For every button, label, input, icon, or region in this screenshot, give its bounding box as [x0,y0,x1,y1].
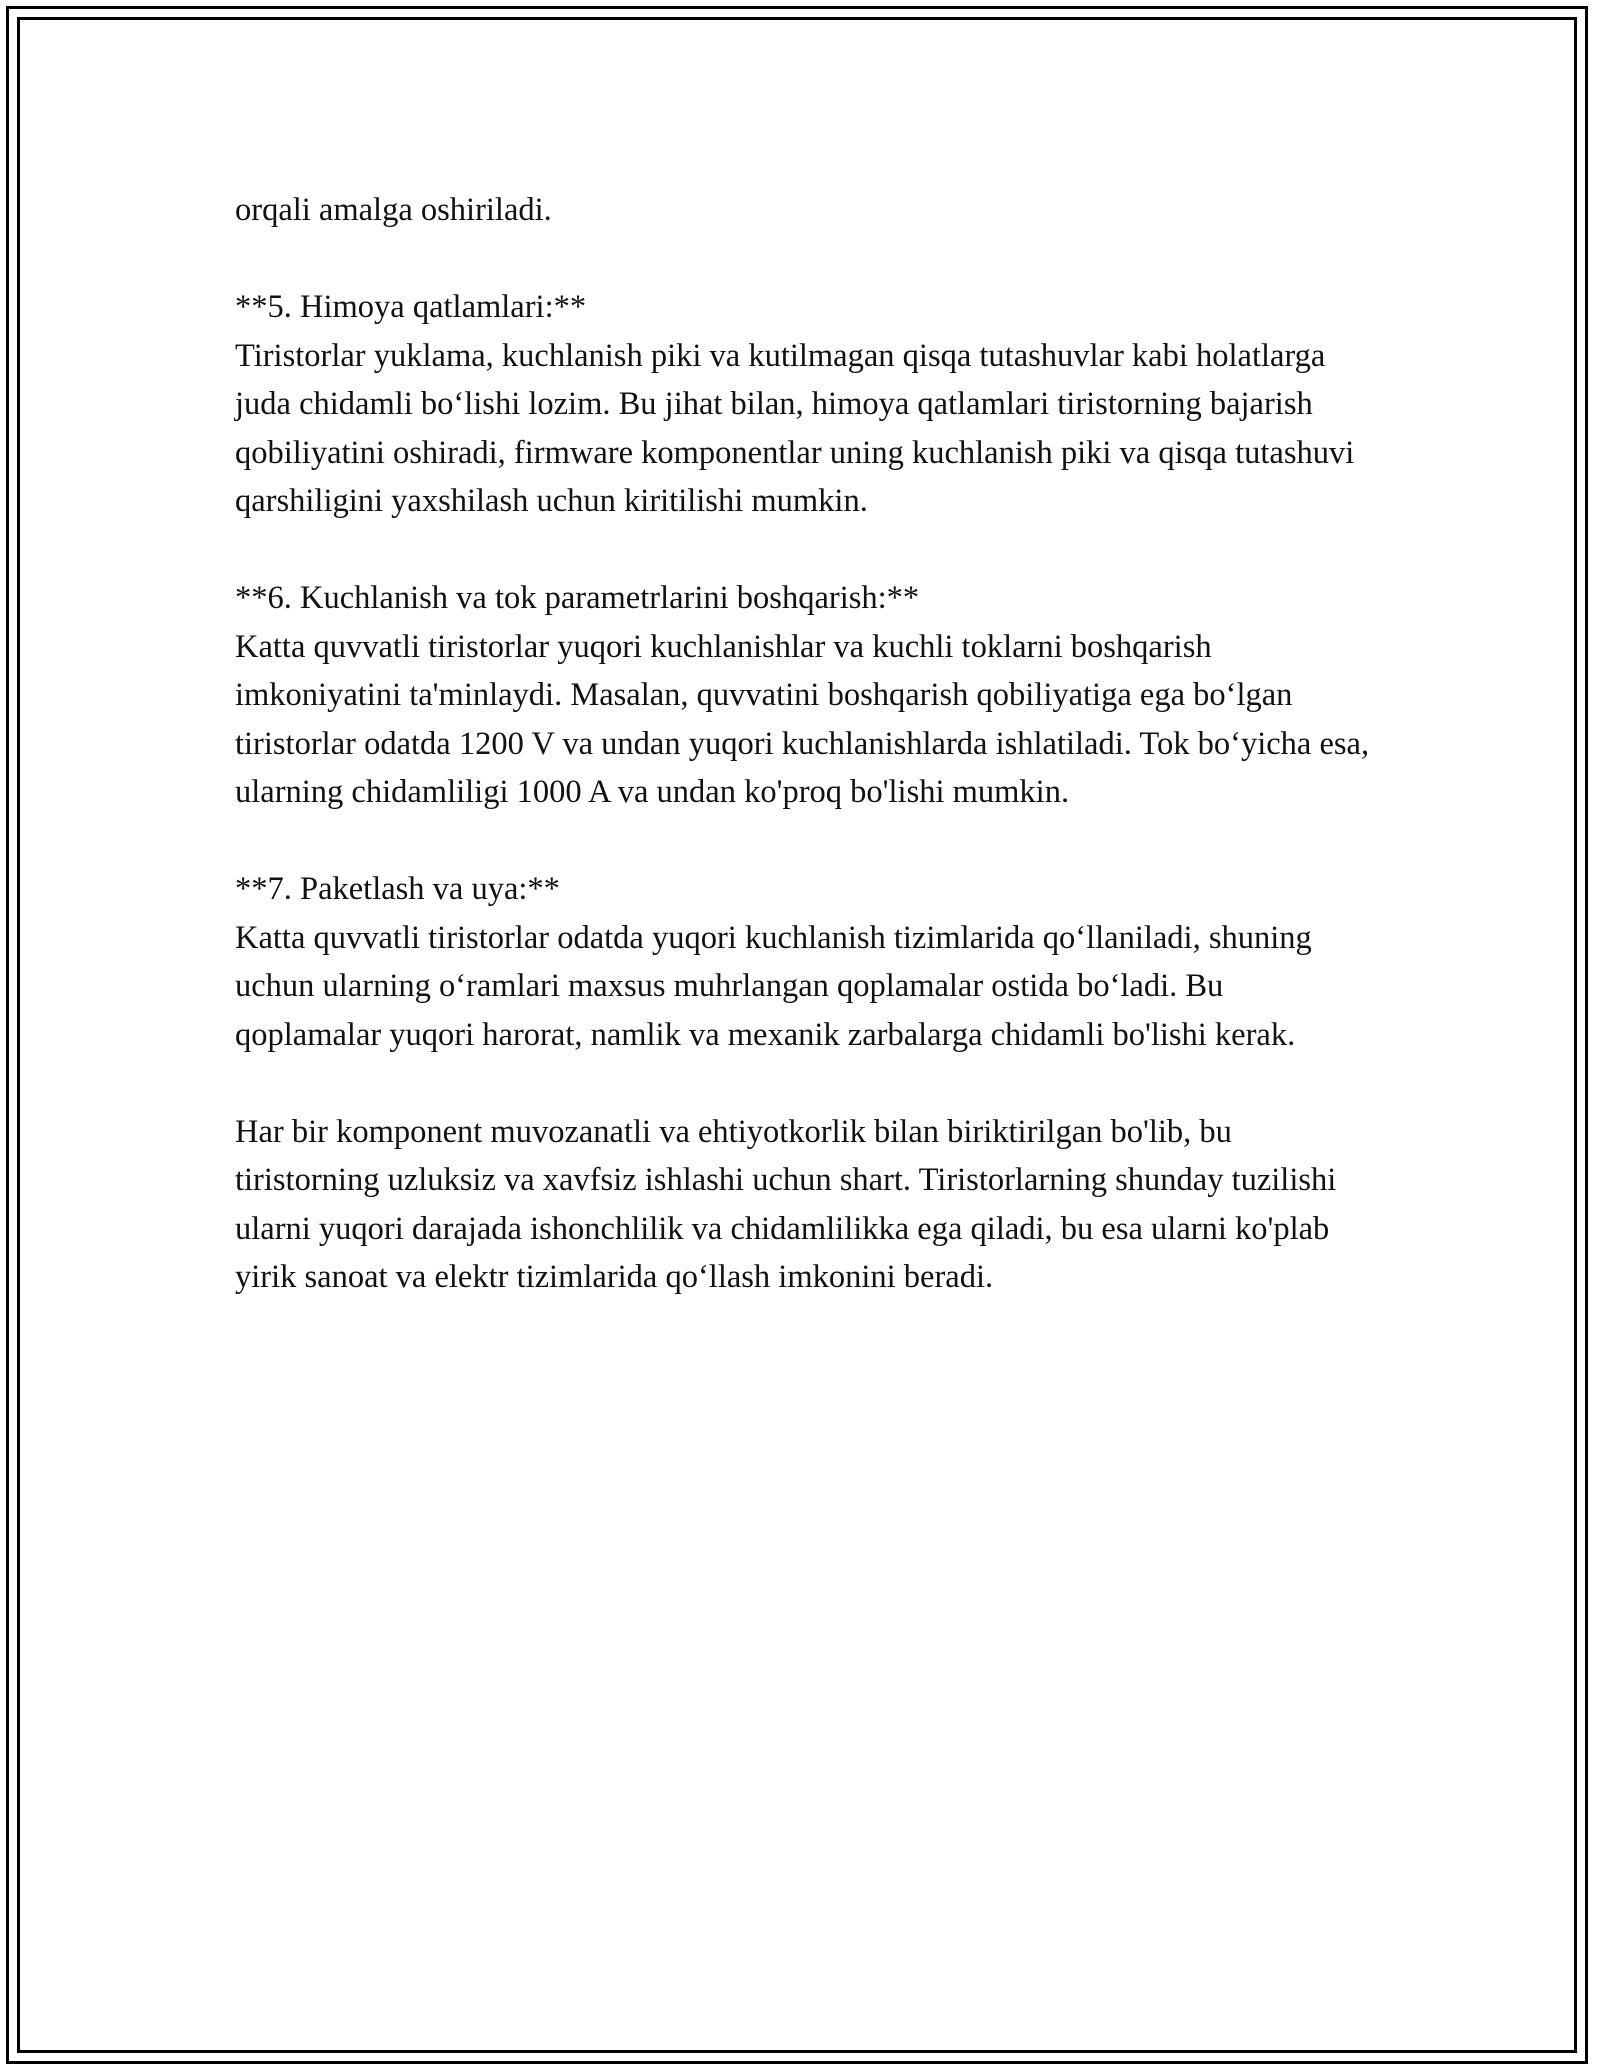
section-5-body: Tiristorlar yuklama, kuchlanish piki va kutilmagan qisqa tutashuvlar kabi holatlarga juda chidamli bo‘lishi lozim. Bu jihat bilan, himoya qatlamlari tiristorning bajarish qobiliyatini oshiradi, firmware komponentlar uning kuchlanish piki va qisqa tutashuvi qarshiligini yaxshilash uchun kiritilishi mumkin. [235,337,1355,519]
section-6 [235,574,1370,817]
section-7-heading: **7. Paketlash va uya:** [235,871,560,907]
section-6-body: Katta quvvatli tiristorlar yuqori kuchlanishlar va kuchli toklarni boshqarish imkoniyatini ta'minlaydi. Masalan, quvvatini boshqarish qobiliyatiga ega bo‘lgan tiristorlar odatda 1200 V va undan yuqori kuchlanishlarda ishlatiladi. Tok bo‘yicha esa, ularning chidamliligi 1000 A va undan ko'proq bo'lishi mumkin. [235,628,1370,810]
section-5-heading: **5. Himoya qatlamlari:** [235,289,587,325]
document-body [235,186,1370,1350]
section-6-heading: **6. Kuchlanish va tok parametrlarini boshqarish:** [235,580,920,616]
section-7 [235,865,1370,1059]
section-5 [235,283,1370,526]
section-7-body: Katta quvvatli tiristorlar odatda yuqori kuchlanish tizimlarida qo‘llaniladi, shuning uchun ularning o‘ramlari maxsus muhrlangan qoplamalar ostida bo‘ladi. Bu qoplamalar yuqori harorat, namlik va mexanik zarbalarga chidamli bo'lishi kerak. [235,919,1312,1053]
intro-fragment: orqali amalga oshiriladi. [235,192,552,228]
conclusion-paragraph: Har bir komponent muvozanatli va ehtiyotkorlik bilan biriktirilgan bo'lib, bu tiristorning uzluksiz va xavfsiz ishlashi uchun shart. Tiristorlarning shunday tuzilishi ularni yuqori darajada ishonchlilik va chidamlilikka ega qiladi, bu esa ularni ko'plab yirik sanoat va elektr tizimlarida qo‘llash imkonini beradi. [235,1113,1337,1295]
